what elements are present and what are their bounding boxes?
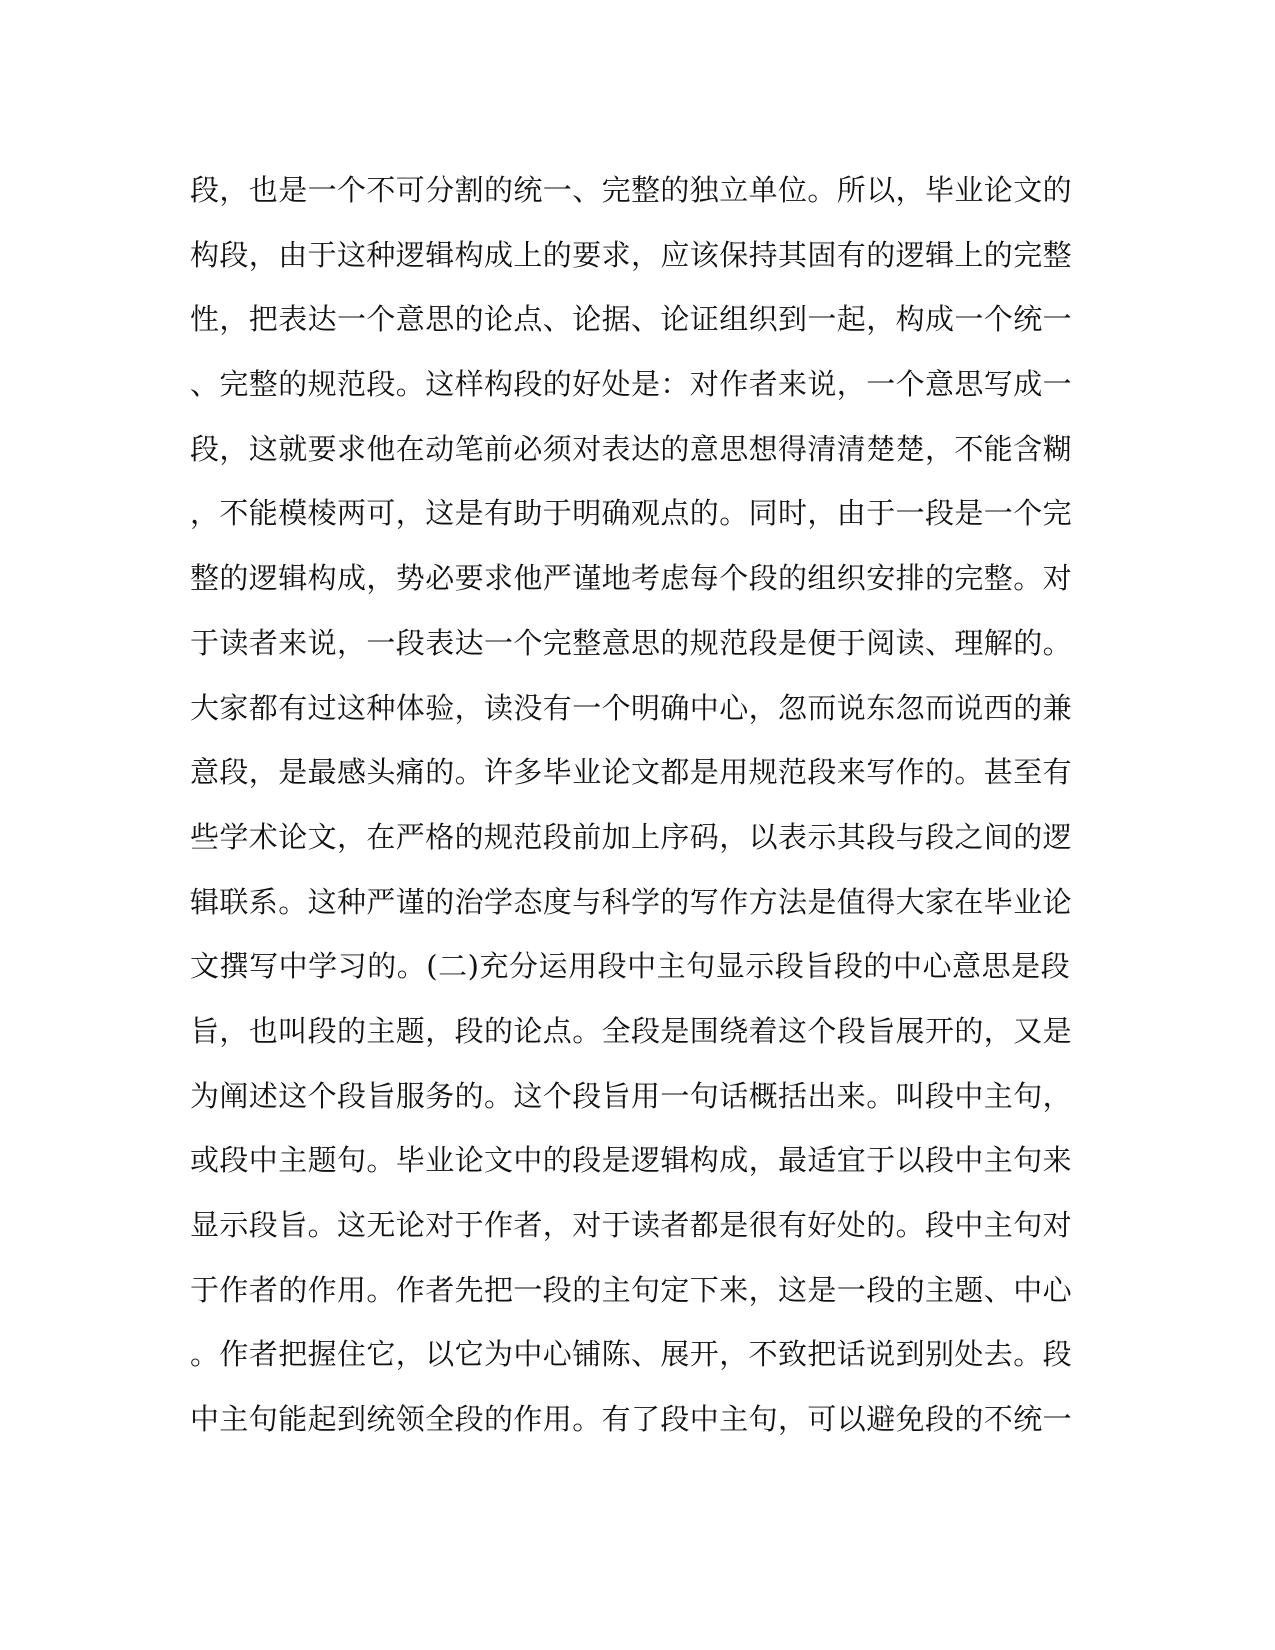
text-line: ，不能模棱两可，这是有助于明确观点的。同时，由于一段是一个完 [190, 496, 1073, 531]
text-line: 段，这就要求他在动笔前必须对表达的意思想得清清楚楚，不能含糊 [190, 431, 1073, 466]
text-line: 辑联系。这种严谨的治学态度与科学的写作方法是值得大家在毕业论 [190, 884, 1073, 919]
text-line: 段，也是一个不可分割的统一、完整的独立单位。所以，毕业论文的 [190, 173, 1073, 207]
text-line: 性，把表达一个意思的论点、论据、论证组织到一起，构成一个统一 [190, 302, 1073, 337]
text-line: 显示段旨。这无论对于作者，对于读者都是很有好处的。段中主句对 [190, 1208, 1073, 1242]
body-text [190, 158, 1073, 1452]
text-line: 于作者的作用。作者先把一段的主句定下来，这是一段的主题、中心 [190, 1272, 1073, 1307]
text-line: 于读者来说，一段表达一个完整意思的规范段是便于阅读、理解的。 [190, 625, 1073, 660]
text-line: 整的逻辑构成，势必要求他严谨地考虑每个段的组织安排的完整。对 [190, 561, 1073, 596]
text-line: 构段，由于这种逻辑构成上的要求，应该保持其固有的逻辑上的完整 [190, 237, 1073, 272]
text-line: 些学术论文，在严格的规范段前加上序码，以表示其段与段之间的逻 [190, 819, 1073, 854]
text-line: 文撰写中学习的。(二)充分运用段中主句显示段旨段的中心意思是段 [190, 949, 1070, 984]
text-line: 中主句能起到统领全段的作用。有了段中主句，可以避免段的不统一 [190, 1402, 1073, 1437]
text-line: 、完整的规范段。这样构段的好处是：对作者来说，一个意思写成一 [190, 367, 1073, 402]
text-line: 或段中主题句。毕业论文中的段是逻辑构成，最适宜于以段中主句来 [190, 1143, 1073, 1178]
text-line: 旨，也叫段的主题，段的论点。全段是围绕着这个段旨展开的，又是 [190, 1013, 1073, 1048]
text-line: 为阐述这个段旨服务的。这个段旨用一句话概括出来。叫段中主句， [190, 1078, 1073, 1113]
text-line: 意段，是最感头痛的。许多毕业论文都是用规范段来写作的。甚至有 [190, 755, 1073, 790]
text-line: 。作者把握住它，以它为中心铺陈、展开，不致把话说到别处去。段 [190, 1337, 1073, 1372]
text-line: 大家都有过这种体验，读没有一个明确中心，忽而说东忽而说西的兼 [190, 690, 1073, 725]
